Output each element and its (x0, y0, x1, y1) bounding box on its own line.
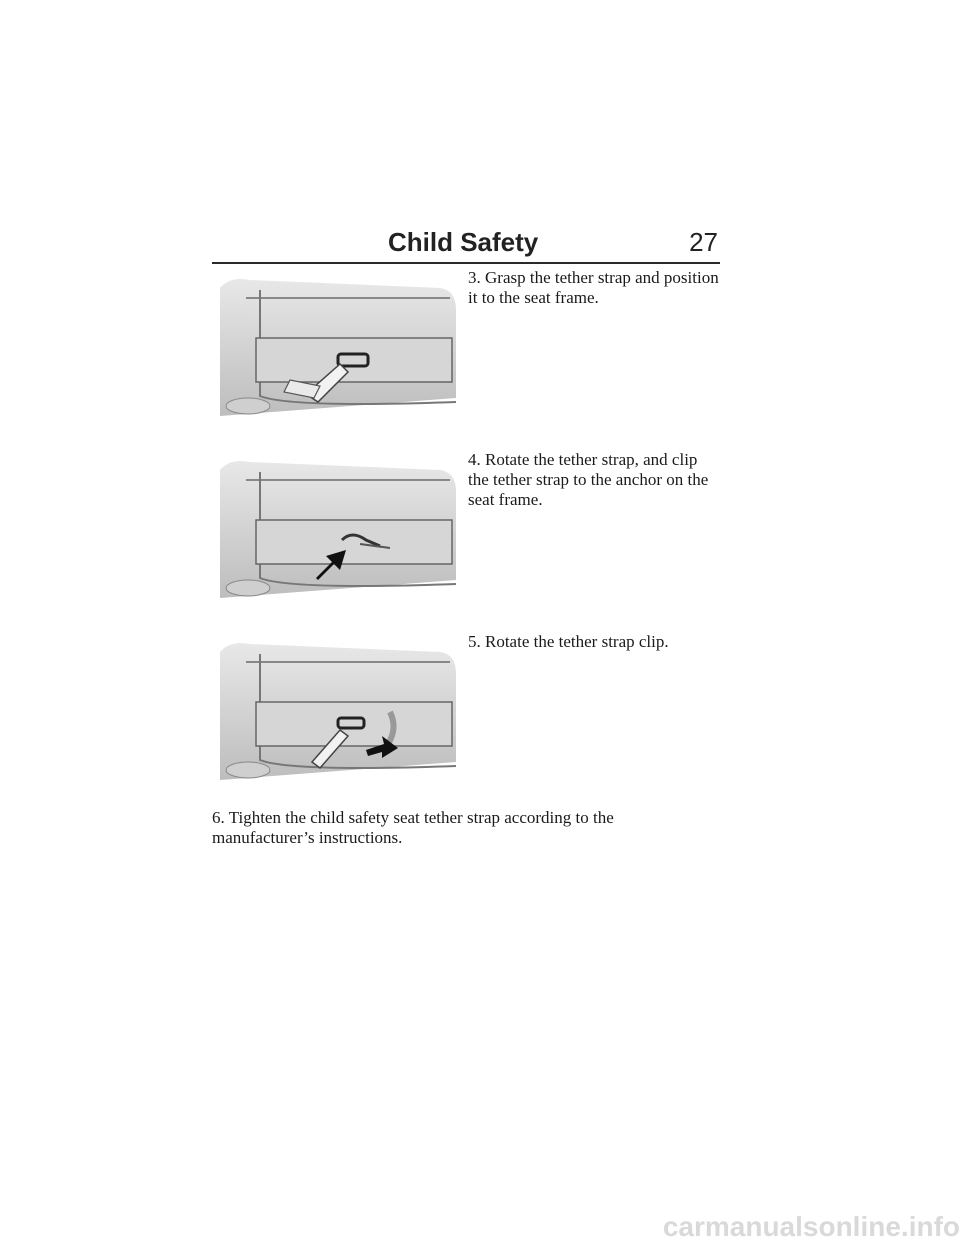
step-6-paragraph: 6. Tighten the child safety seat tether strap according to the manufacturer’s instructions. (212, 808, 614, 847)
step-3-text: 3. Grasp the tether strap and position it to the seat frame. (468, 268, 719, 307)
tether-strap-clip-illustration (220, 450, 468, 598)
page-number: 27 (689, 227, 718, 257)
section-title: Child Safety (388, 227, 539, 257)
tether-clip-rotate-illustration (220, 632, 468, 780)
tether-strap-grasp-illustration (220, 268, 468, 416)
watermark-text: carmanualsonline.info (662, 1212, 960, 1242)
step-5-text: 5. Rotate the tether strap clip. (468, 632, 669, 651)
step-4-text: 4. Rotate the tether strap, and clip the tether strap to the anchor on the seat frame. (468, 450, 709, 509)
page-header (212, 226, 720, 264)
